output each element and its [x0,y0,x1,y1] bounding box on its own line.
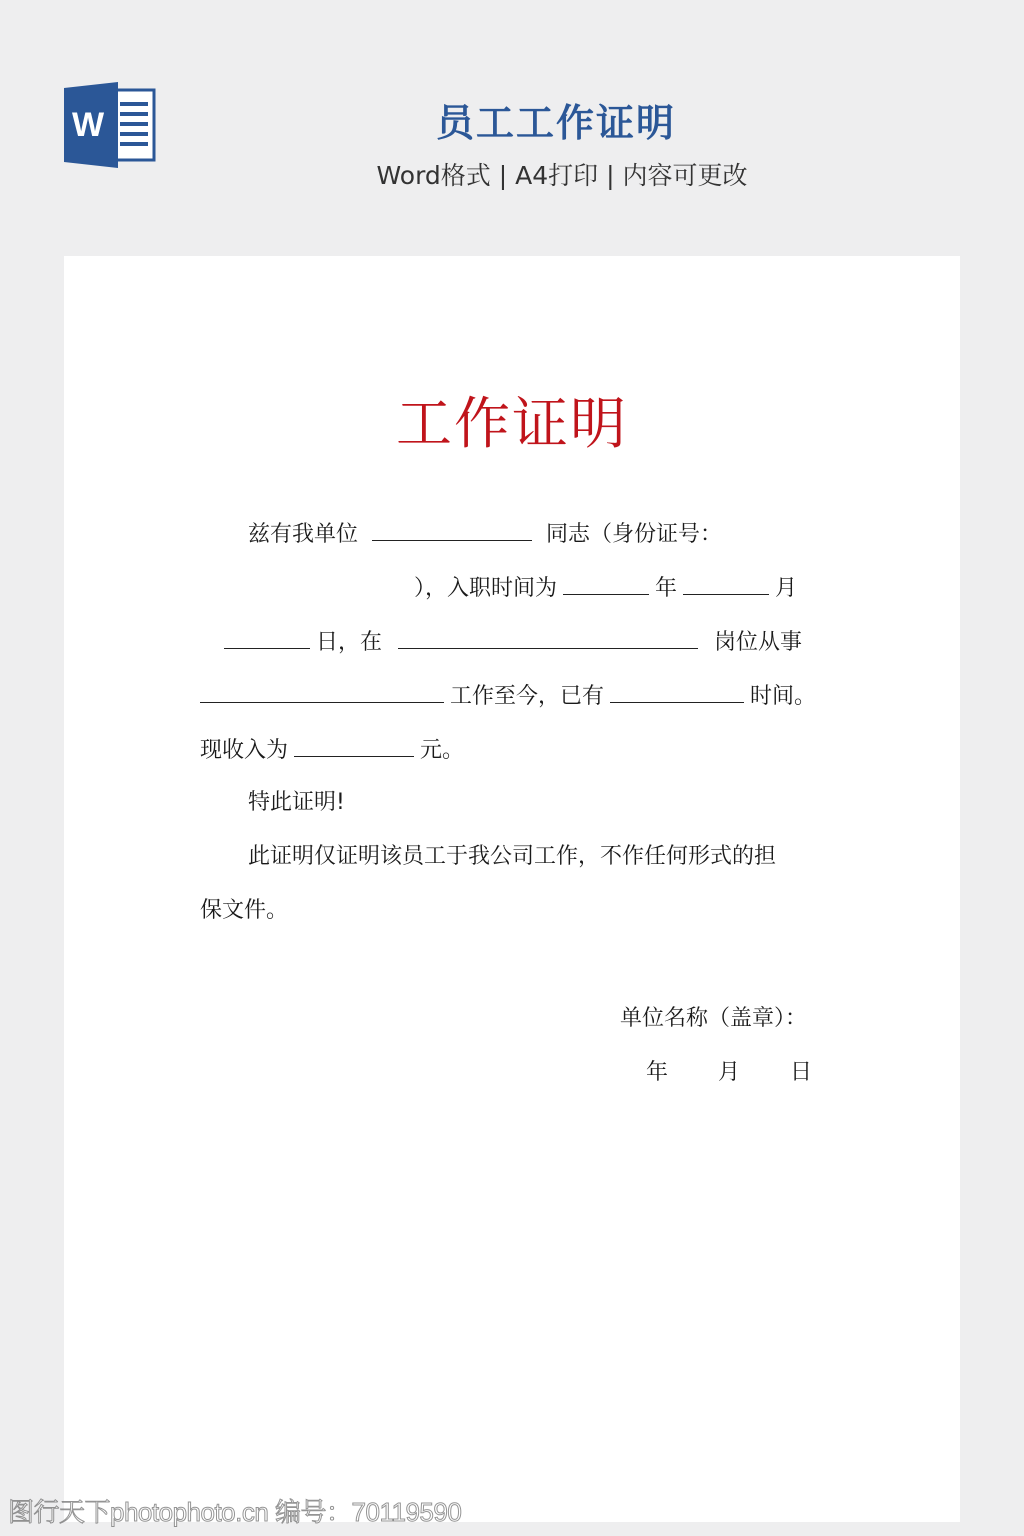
text-segment: 月 [775,576,798,601]
blank-month[interactable] [683,572,769,595]
blank-day[interactable] [224,626,310,649]
body-line-4 [194,680,816,712]
body-line-2 [414,572,797,604]
document-title: 工作证明 [396,392,628,457]
date-month: 月 [718,1060,741,1085]
text-segment: 兹有我单位 [248,522,359,547]
blank-year[interactable] [563,572,649,595]
blank-name[interactable] [372,518,532,541]
blank-duration[interactable] [610,680,744,703]
signature-date [646,1058,862,1088]
text-segment: 岗位从事 [714,630,803,655]
text-segment: 同志（身份证号： [546,522,723,547]
body-line-5 [200,734,464,766]
body-line-3 [218,626,802,658]
signature-label: 单位名称（盖章）： [620,1006,808,1031]
date-day: 日 [790,1060,813,1085]
paragraph-2: 特此证明! [248,790,345,815]
watermark: 图行天下photophoto.cn 编号：70119590 [8,1497,462,1527]
text-segment: 年 [655,576,678,601]
blank-income[interactable] [294,734,414,757]
text-segment: 日，在 [316,630,383,655]
blank-work[interactable] [200,680,444,703]
text-segment: 现收入为 [200,738,289,763]
header-subtitle: Word格式 | A4打印 | 内容可更改 [376,161,748,190]
text-segment: 时间。 [750,684,817,709]
paragraph-3-line-2: 保文件。 [200,898,289,923]
date-year: 年 [646,1060,669,1085]
blank-position[interactable] [398,626,698,649]
text-segment: ），入职时间为 [414,576,558,601]
text-segment: 元。 [420,738,465,763]
paragraph-3-line-1: 此证明仅证明该员工于我公司工作，不作任何形式的担 [248,844,777,869]
text-segment: 工作至今，已有 [450,684,605,709]
body-line-1 [248,518,722,550]
header-title: 员工工作证明 [435,101,676,145]
word-icon-letter: W [71,106,105,144]
